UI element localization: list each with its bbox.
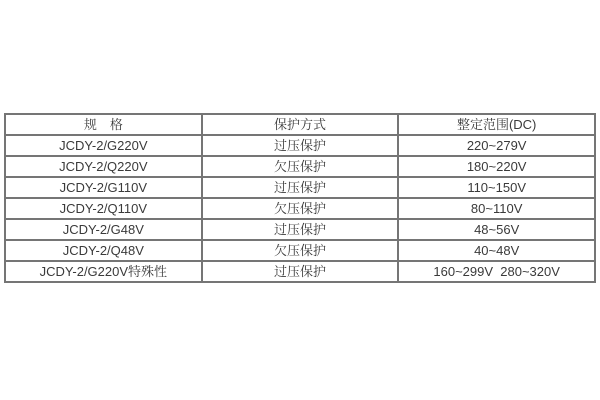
range-cell: 110~150V: [398, 177, 595, 198]
range-cell: 48~56V: [398, 219, 595, 240]
table-row: [5, 177, 595, 198]
table-row: [5, 240, 595, 261]
header-row: [5, 114, 595, 135]
spec-cell: JCDY-2/Q220V: [5, 156, 202, 177]
range-cell: 160~299V 280~320V: [398, 261, 595, 282]
spec-cell: JCDY-2/Q48V: [5, 240, 202, 261]
protection-cell: 欠压保护: [202, 156, 399, 177]
protection-cell: 过压保护: [202, 261, 399, 282]
spec-cell: JCDY-2/G110V: [5, 177, 202, 198]
range-cell: 180~220V: [398, 156, 595, 177]
column-header-spec: 规 格: [5, 114, 202, 135]
spec-cell: JCDY-2/Q110V: [5, 198, 202, 219]
range-cell: 220~279V: [398, 135, 595, 156]
range-cell: 40~48V: [398, 240, 595, 261]
protection-cell: 过压保护: [202, 177, 399, 198]
table-row: [5, 156, 595, 177]
table-row: [5, 135, 595, 156]
table-row: [5, 261, 595, 282]
column-header-protection: 保护方式: [202, 114, 399, 135]
column-header-range: 整定范围(DC): [398, 114, 595, 135]
table-row: [5, 198, 595, 219]
protection-cell: 欠压保护: [202, 198, 399, 219]
protection-cell: 过压保护: [202, 219, 399, 240]
spec-cell: JCDY-2/G220V特殊性: [5, 261, 202, 282]
spec-table: [4, 113, 596, 283]
table-row: [5, 219, 595, 240]
protection-cell: 过压保护: [202, 135, 399, 156]
protection-cell: 欠压保护: [202, 240, 399, 261]
spec-cell: JCDY-2/G48V: [5, 219, 202, 240]
spec-cell: JCDY-2/G220V: [5, 135, 202, 156]
range-cell: 80~110V: [398, 198, 595, 219]
